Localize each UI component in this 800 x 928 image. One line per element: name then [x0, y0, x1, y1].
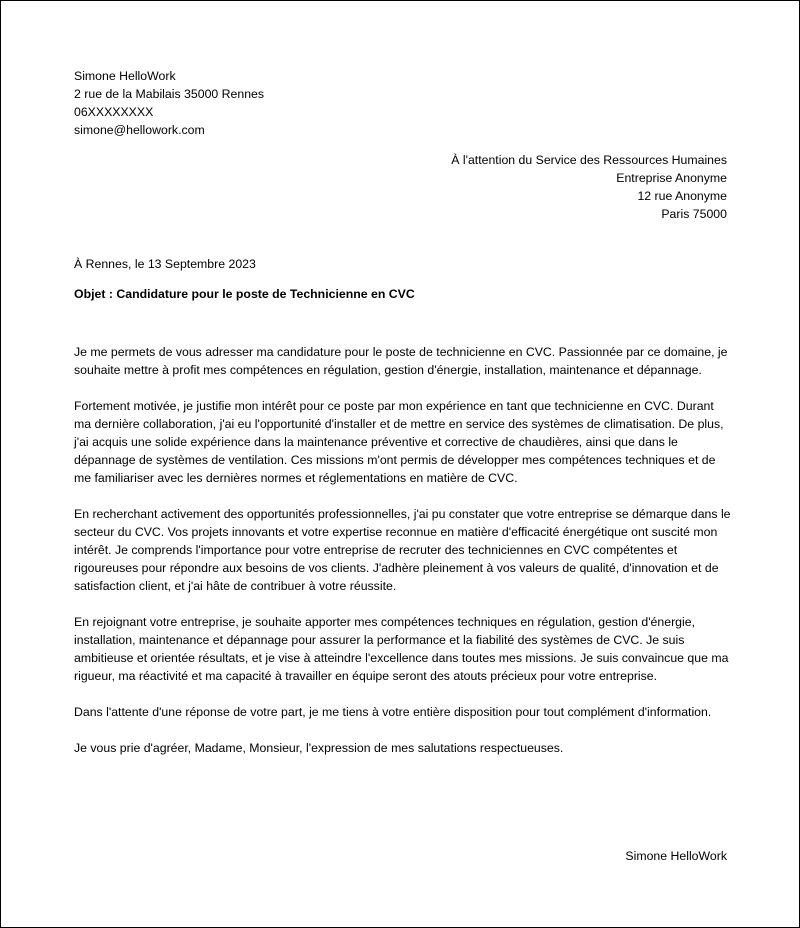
- body-paragraph: Dans l'attente d'une réponse de votre part, je me tiens à votre entière disposition pour tout complément d'information.: [74, 705, 712, 719]
- body-paragraph: Fortement motivée, je justifie mon intérêt pour ce poste par mon expérience en tant que technicienne en CVC. Durant ma dernière collaboration, j'ai eu l'opportunité d'installer et de mettre en service des systèmes de climatisation. De plus, j'ai acquis une solide expérience dans la maintenance préventive et corrective de chaudières, ainsi que dans le dépannage de systèmes de ventilation. Ces missions m'ont permis de développer mes compétences techniques et de me familiariser avec les dernières normes et réglementations en matière de CVC.: [74, 399, 724, 485]
- sender-block: [74, 67, 264, 139]
- body-paragraph: En recherchant activement des opportunités professionnelles, j'ai pu constater que votre entreprise se démarque dans le secteur du CVC. Vos projets innovants et votre expertise reconnue en matière d'efficacité énergétique ont suscité mon intérêt. Je comprends l'importance pour votre entreprise de recruter des techniciennes en CVC compétentes et rigoureuses pour répondre aux besoins de vos clients. J'adhère pleinement à vos valeurs de qualité, d'innovation et de satisfaction client, et j'ai hâte de contribuer à votre réussite.: [74, 507, 731, 593]
- sender-email: simone@hellowork.com: [74, 123, 205, 137]
- sender-name: Simone HelloWork: [74, 69, 176, 83]
- body-paragraph: En rejoignant votre entreprise, je souhaite apporter mes compétences techniques en régulation, gestion d'énergie, installation, maintenance et dépannage pour assurer la performance et la fiabilité des systèmes de CVC. Je suis ambitieuse et orientée résultats, et je vise à atteindre l'excellence dans toutes mes missions. Je suis convaincue que ma rigueur, ma réactivité et ma capacité à travailler en équipe seront des atouts précieux pour votre entreprise.: [74, 615, 729, 683]
- body-paragraph: Je me permets de vous adresser ma candidature pour le poste de technicienne en CVC. Passionnée par ce domaine, je souhaite mettre à profit mes compétences en régulation, gestion d'énergie, installation, maintenance et dépannage.: [74, 345, 728, 377]
- letter-body: [74, 343, 734, 775]
- subject-line: Objet : Candidature pour le poste de Technicienne en CVC: [74, 287, 415, 301]
- closing-paragraph: Je vous prie d'agréer, Madame, Monsieur, l'expression de mes salutations respectueuses.: [74, 741, 564, 755]
- date-line: À Rennes, le 13 Septembre 2023: [74, 257, 256, 271]
- recipient-street: 12 rue Anonyme: [637, 189, 727, 203]
- signature: Simone HelloWork: [625, 849, 727, 863]
- recipient-city: Paris 75000: [661, 207, 727, 221]
- recipient-attention: À l'attention du Service des Ressources Humaines: [451, 153, 727, 167]
- sender-phone: 06XXXXXXXX: [74, 105, 154, 119]
- recipient-block: [451, 151, 727, 223]
- sender-address: 2 rue de la Mabilais 35000 Rennes: [74, 87, 265, 101]
- recipient-company: Entreprise Anonyme: [616, 171, 727, 185]
